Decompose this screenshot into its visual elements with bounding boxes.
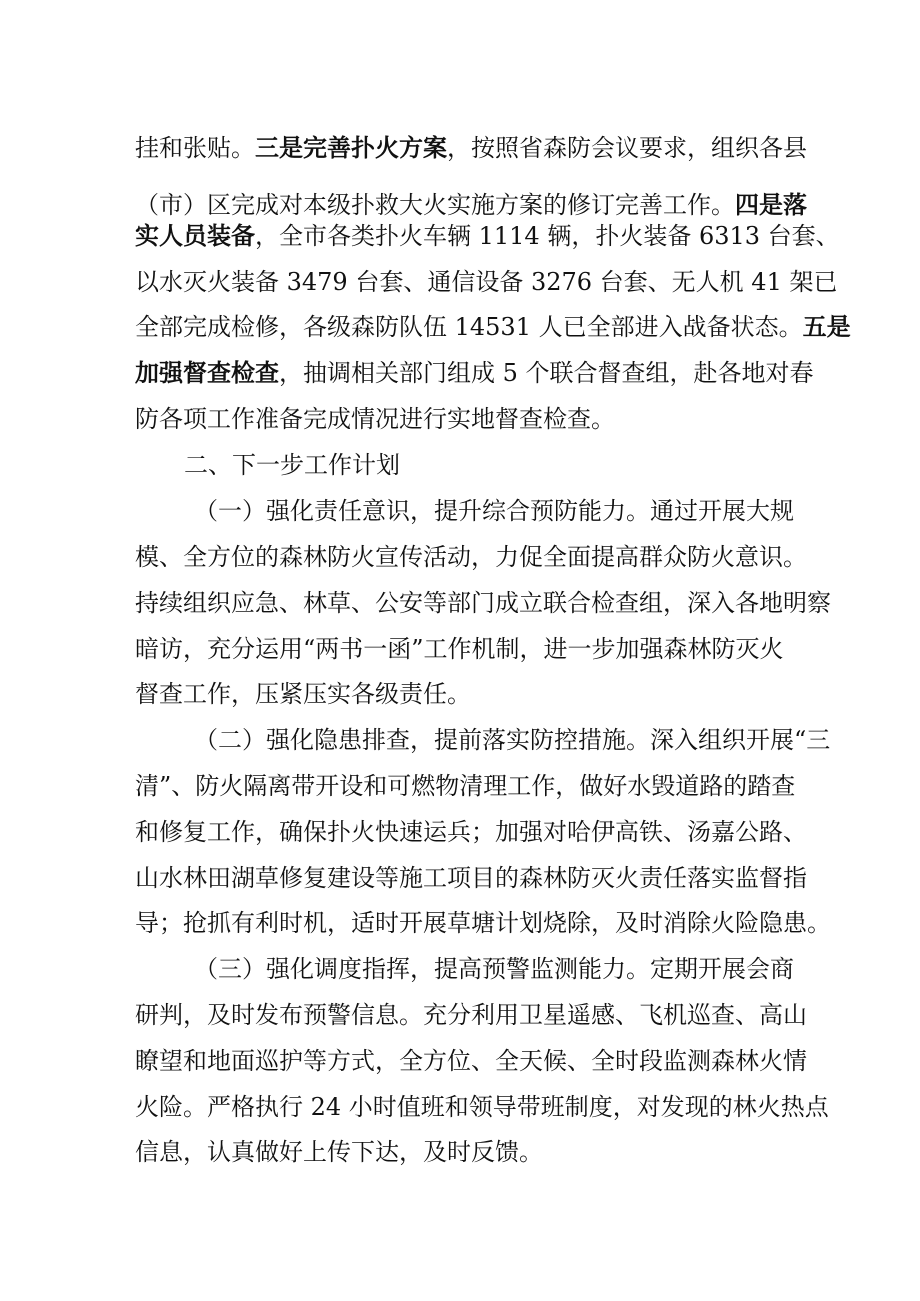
text-line xyxy=(0,768,920,804)
text-run: 和修复工作，确保扑火快速运兵；加强对哈伊高铁、汤嘉公路、 xyxy=(135,818,807,846)
text-line xyxy=(0,860,920,896)
text-line xyxy=(0,814,920,850)
text-run: （二）强化隐患排查，提前落实防控措施。深入组织开展“三 xyxy=(194,726,831,754)
text-line xyxy=(0,264,920,300)
text-line xyxy=(0,539,920,575)
section-heading xyxy=(0,447,920,483)
text-run: 模、全方位的森林防火宣传活动，力促全面提高群众防火意识。 xyxy=(135,543,807,571)
section-heading-text: 二、下一步工作计划 xyxy=(184,451,400,479)
text-run: 信息，认真做好上传下达，及时反馈。 xyxy=(135,1138,543,1166)
text-run: 防各项工作准备完成情况进行实地督查检查。 xyxy=(135,405,615,433)
text-line xyxy=(0,951,920,987)
text-run: 挂和张贴。 xyxy=(135,134,255,162)
text-run: 清”、防火隔离带开设和可燃物清理工作，做好水毁道路的踏查 xyxy=(135,772,796,800)
text-line xyxy=(0,493,920,529)
text-run: ，全市各类扑火车辆 1114 辆，扑火装备 6313 台套、 xyxy=(255,222,840,250)
text-run: 瞭望和地面巡护等方式，全方位、全天候、全时段监测森林火情 xyxy=(135,1047,807,1075)
bold-text-run: 实人员装备 xyxy=(135,221,255,250)
text-run: 暗访，充分运用“两书一函”工作机制，进一步加强森林防灭火 xyxy=(135,635,784,663)
text-line xyxy=(0,676,920,712)
text-line xyxy=(0,585,920,621)
text-line xyxy=(0,355,920,391)
bold-text-run: 四是落 xyxy=(735,190,807,219)
text-line xyxy=(0,218,920,254)
text-run: （市）区完成对本级扑救大火实施方案的修订完善工作。 xyxy=(135,191,735,219)
text-run: ，抽调相关部门组成 5 个联合督查组，赴各地对春 xyxy=(279,359,814,387)
text-line xyxy=(0,905,920,941)
text-line xyxy=(0,997,920,1033)
text-line xyxy=(0,309,920,345)
text-line xyxy=(0,130,920,166)
bold-text-run: 加强督查检查 xyxy=(135,358,279,387)
text-line xyxy=(0,1134,920,1170)
bold-text-run: 三是完善扑火方案 xyxy=(255,133,447,162)
text-run: （三）强化调度指挥，提高预警监测能力。定期开展会商 xyxy=(194,955,794,983)
text-line xyxy=(0,631,920,667)
bold-text-run: 五是 xyxy=(802,312,851,341)
text-run: 以水灭火装备 3479 台套、通信设备 3276 台套、无人机 41 架已 xyxy=(135,268,838,296)
text-run: （一）强化责任意识，提升综合预防能力。通过开展大规 xyxy=(194,497,794,525)
text-run: 全部完成检修，各级森防队伍 14531 人已全部进入战备状态。 xyxy=(135,313,803,341)
text-run: 山水林田湖草修复建设等施工项目的森林防灭火责任落实监督指 xyxy=(135,864,807,892)
text-line xyxy=(0,722,920,758)
text-line xyxy=(0,1043,920,1079)
text-run: 督查工作，压紧压实各级责任。 xyxy=(135,680,471,708)
text-run: 持续组织应急、林草、公安等部门成立联合检查组，深入各地明察 xyxy=(135,589,831,617)
text-line xyxy=(0,401,920,437)
text-run: 火险。严格执行 24 小时值班和领导带班制度，对发现的林火热点 xyxy=(135,1093,829,1121)
text-run: 导；抢抓有利时机，适时开展草塘计划烧除，及时消除火险隐患。 xyxy=(135,909,831,937)
text-run: ，按照省森防会议要求，组织各县 xyxy=(447,134,807,162)
text-line xyxy=(0,1089,920,1125)
text-run: 研判，及时发布预警信息。充分利用卫星遥感、飞机巡查、高山 xyxy=(135,1001,807,1029)
